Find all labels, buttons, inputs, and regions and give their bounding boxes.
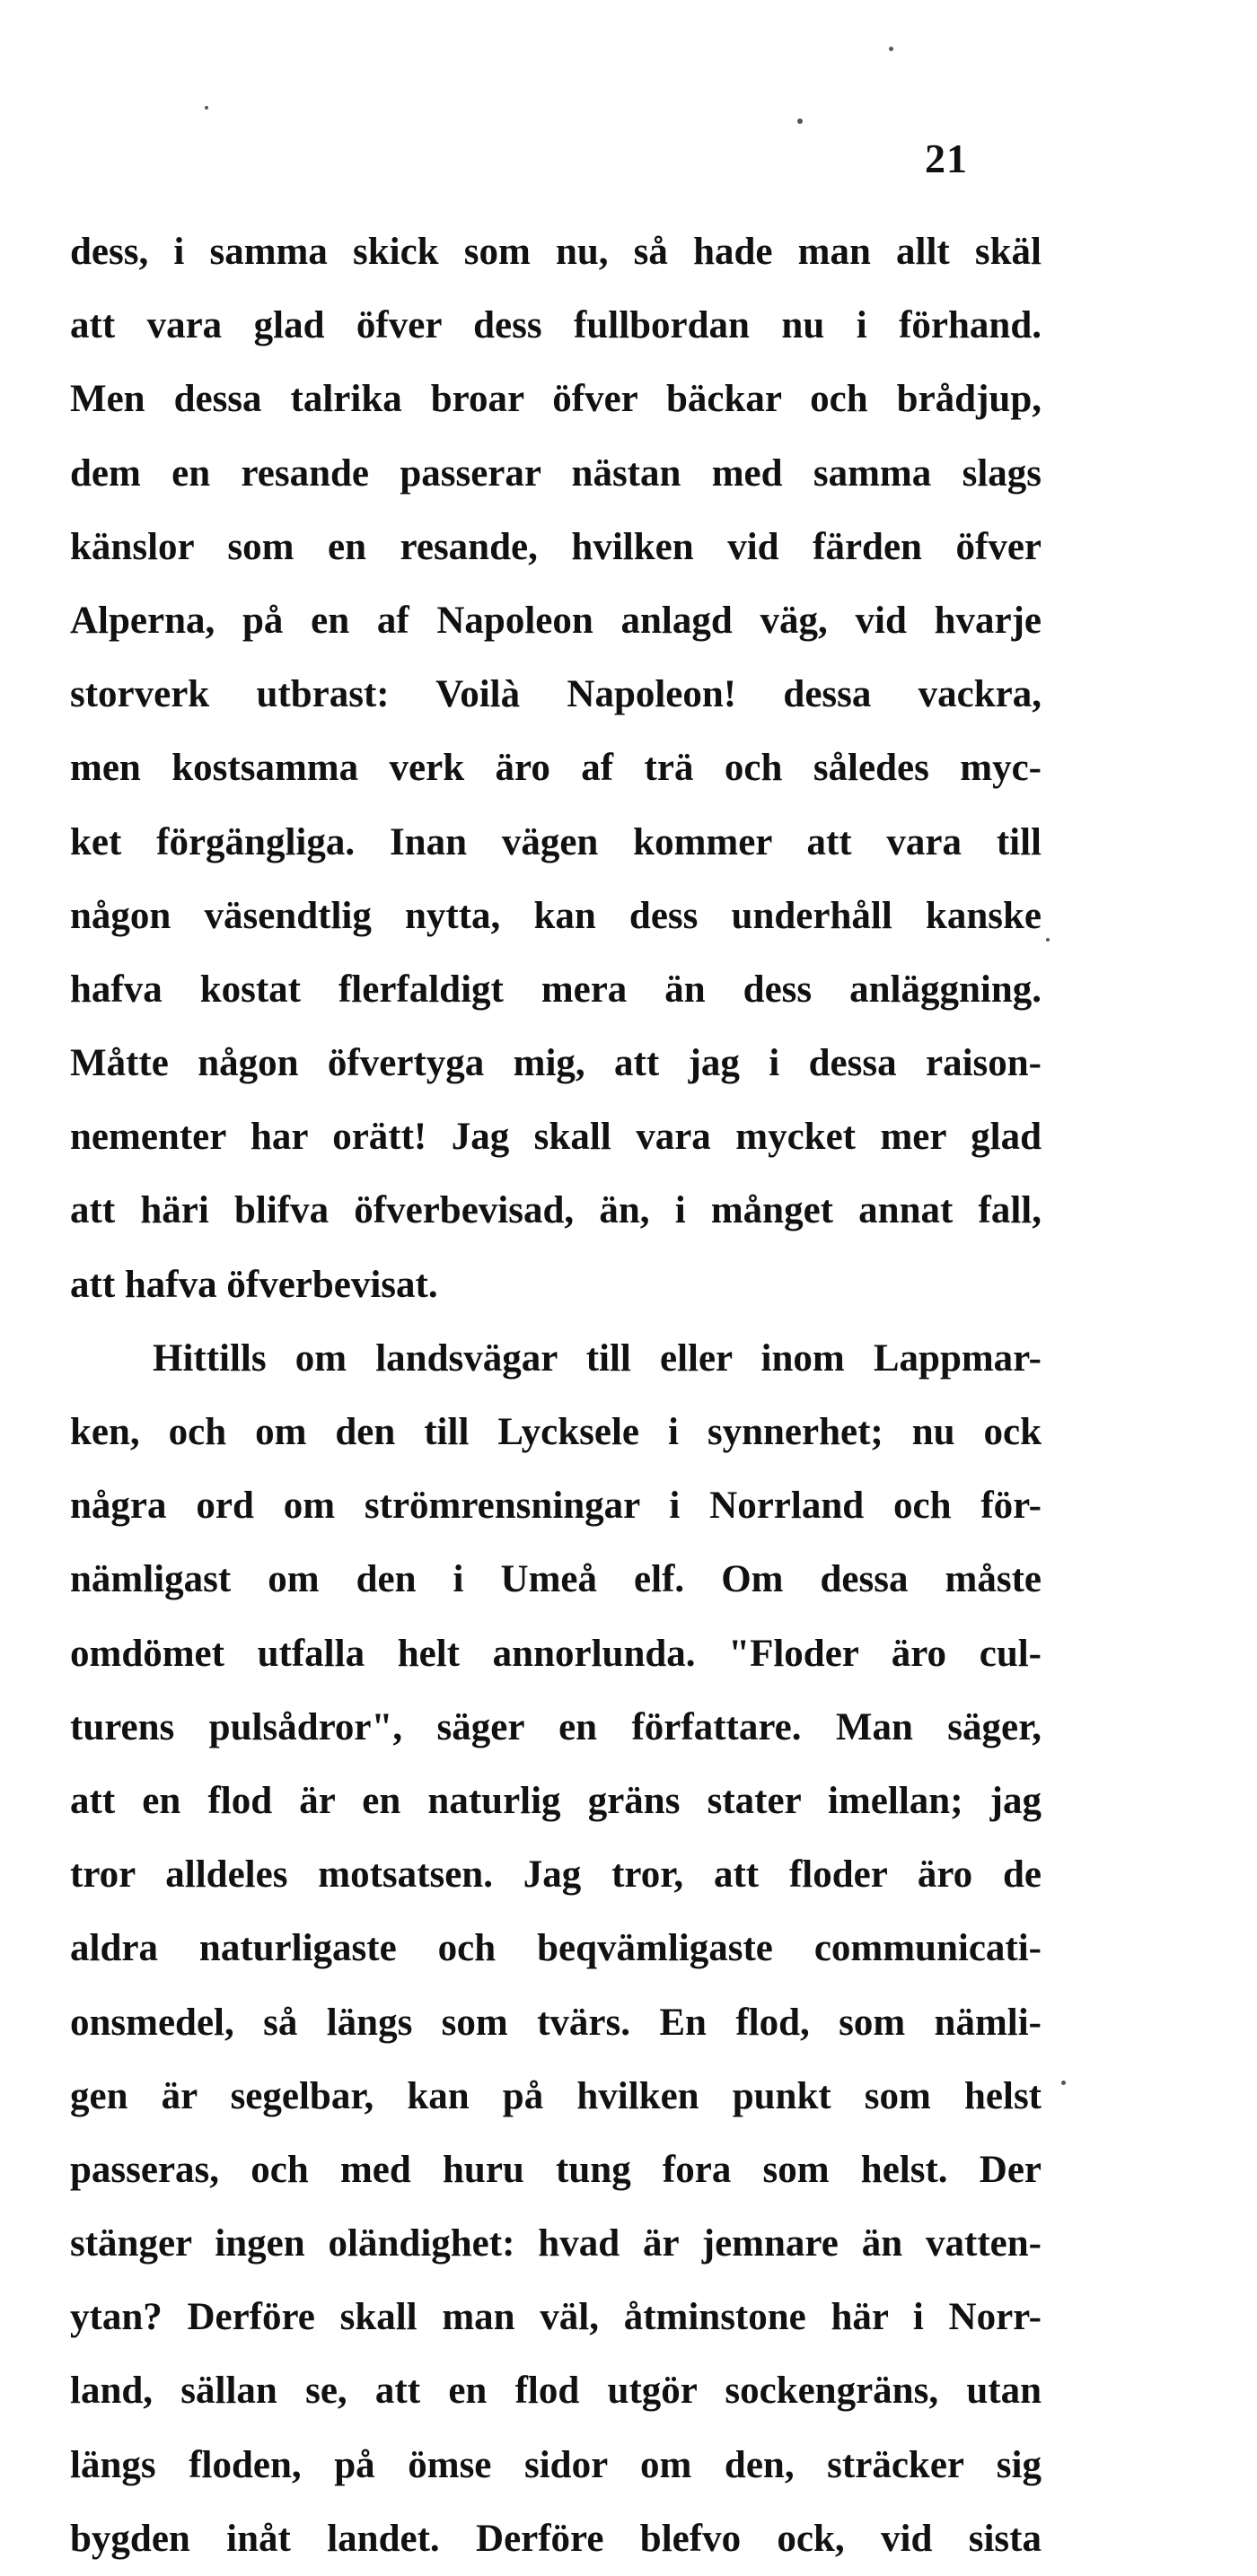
scan-speck: [889, 47, 893, 51]
scan-speck: [1046, 938, 1050, 942]
text-line: nämligast om den i Umeå elf. Om dessa måste: [70, 1558, 1042, 1601]
text-line: dem en resande passerar nästan med samma slags: [70, 451, 1042, 495]
scan-speck: [205, 106, 208, 110]
text-line: Men dessa talrika broar öfver bäckar och brådjup,: [70, 378, 1042, 421]
text-line: land, sällan se, att en flod utgör sockengräns, utan: [70, 2370, 1042, 2413]
text-line: känslor som en resande, hvilken vid färden öfver: [70, 525, 1042, 568]
text-line: att häri blifva öfverbevisad, än, i månget annat fall,: [70, 1189, 1042, 1232]
text-line: turens pulsådror", säger en författare. Man säger,: [70, 1705, 1042, 1748]
text-line: att hafva öfverbevisat.: [70, 1263, 438, 1306]
text-line: Måtte någon öfvertyga mig, att jag i dessa raison-: [70, 1042, 1042, 1085]
text-line: att vara glad öfver dess fullbordan nu i förhand.: [70, 304, 1042, 347]
text-line: ken, och om den till Lycksele i synnerhet; nu ock: [70, 1411, 1042, 1453]
page-number: 21: [925, 136, 968, 181]
text-line: omdömet utfalla helt annorlunda. "Floder äro cul-: [70, 1632, 1042, 1675]
scan-speck: [797, 118, 803, 124]
text-line: några ord om strömrensningar i Norrland och för-: [70, 1485, 1042, 1528]
text-line: bygden inåt landet. Derföre blefvo ock, vid sista: [70, 2517, 1042, 2560]
text-line: nementer har orätt! Jag skall vara mycket mer glad: [70, 1116, 1042, 1159]
text-line: gen är segelbar, kan på hvilken punkt som helst: [70, 2074, 1042, 2117]
text-line: men kostsamma verk äro af trä och således myc-: [70, 747, 1042, 790]
scan-speck: [1061, 2081, 1066, 2085]
text-line: onsmedel, så längs som tvärs. En flod, som nämli-: [70, 2001, 1042, 2044]
text-line: att en flod är en naturlig gräns stater imellan; jag: [70, 1779, 1042, 1822]
text-line: tror alldeles motsatsen. Jag tror, att floder äro de: [70, 1853, 1042, 1897]
text-line: storverk utbrast: Voilà Napoleon! dessa vackra,: [70, 673, 1042, 716]
text-line: passeras, och med huru tung fora som helst. Der: [70, 2148, 1042, 2191]
text-line: Hittills om landsvägar till eller inom Lappmar-: [153, 1336, 1042, 1380]
text-line: ytan? Derföre skall man väl, åtminstone här i Norr-: [70, 2296, 1042, 2339]
text-line: stänger ingen oländighet: hvad är jemnare än vatten-: [70, 2222, 1042, 2265]
text-line: aldra naturligaste och beqvämligaste communicati-: [70, 1927, 1042, 1970]
text-line: Alperna, på en af Napoleon anlagd väg, vid hvarje: [70, 599, 1042, 642]
text-line: längs floden, på ömse sidor om den, sträcker sig: [70, 2443, 1042, 2486]
text-line: någon väsendtlig nytta, kan dess underhåll kanske: [70, 894, 1042, 937]
text-line: dess, i samma skick som nu, så hade man allt skäl: [70, 231, 1042, 273]
body-text: [70, 215, 1042, 2576]
text-line: ket förgängliga. Inan vägen kommer att vara till: [70, 820, 1042, 863]
text-line: hafva kostat flerfaldigt mera än dess anläggning.: [70, 968, 1042, 1011]
